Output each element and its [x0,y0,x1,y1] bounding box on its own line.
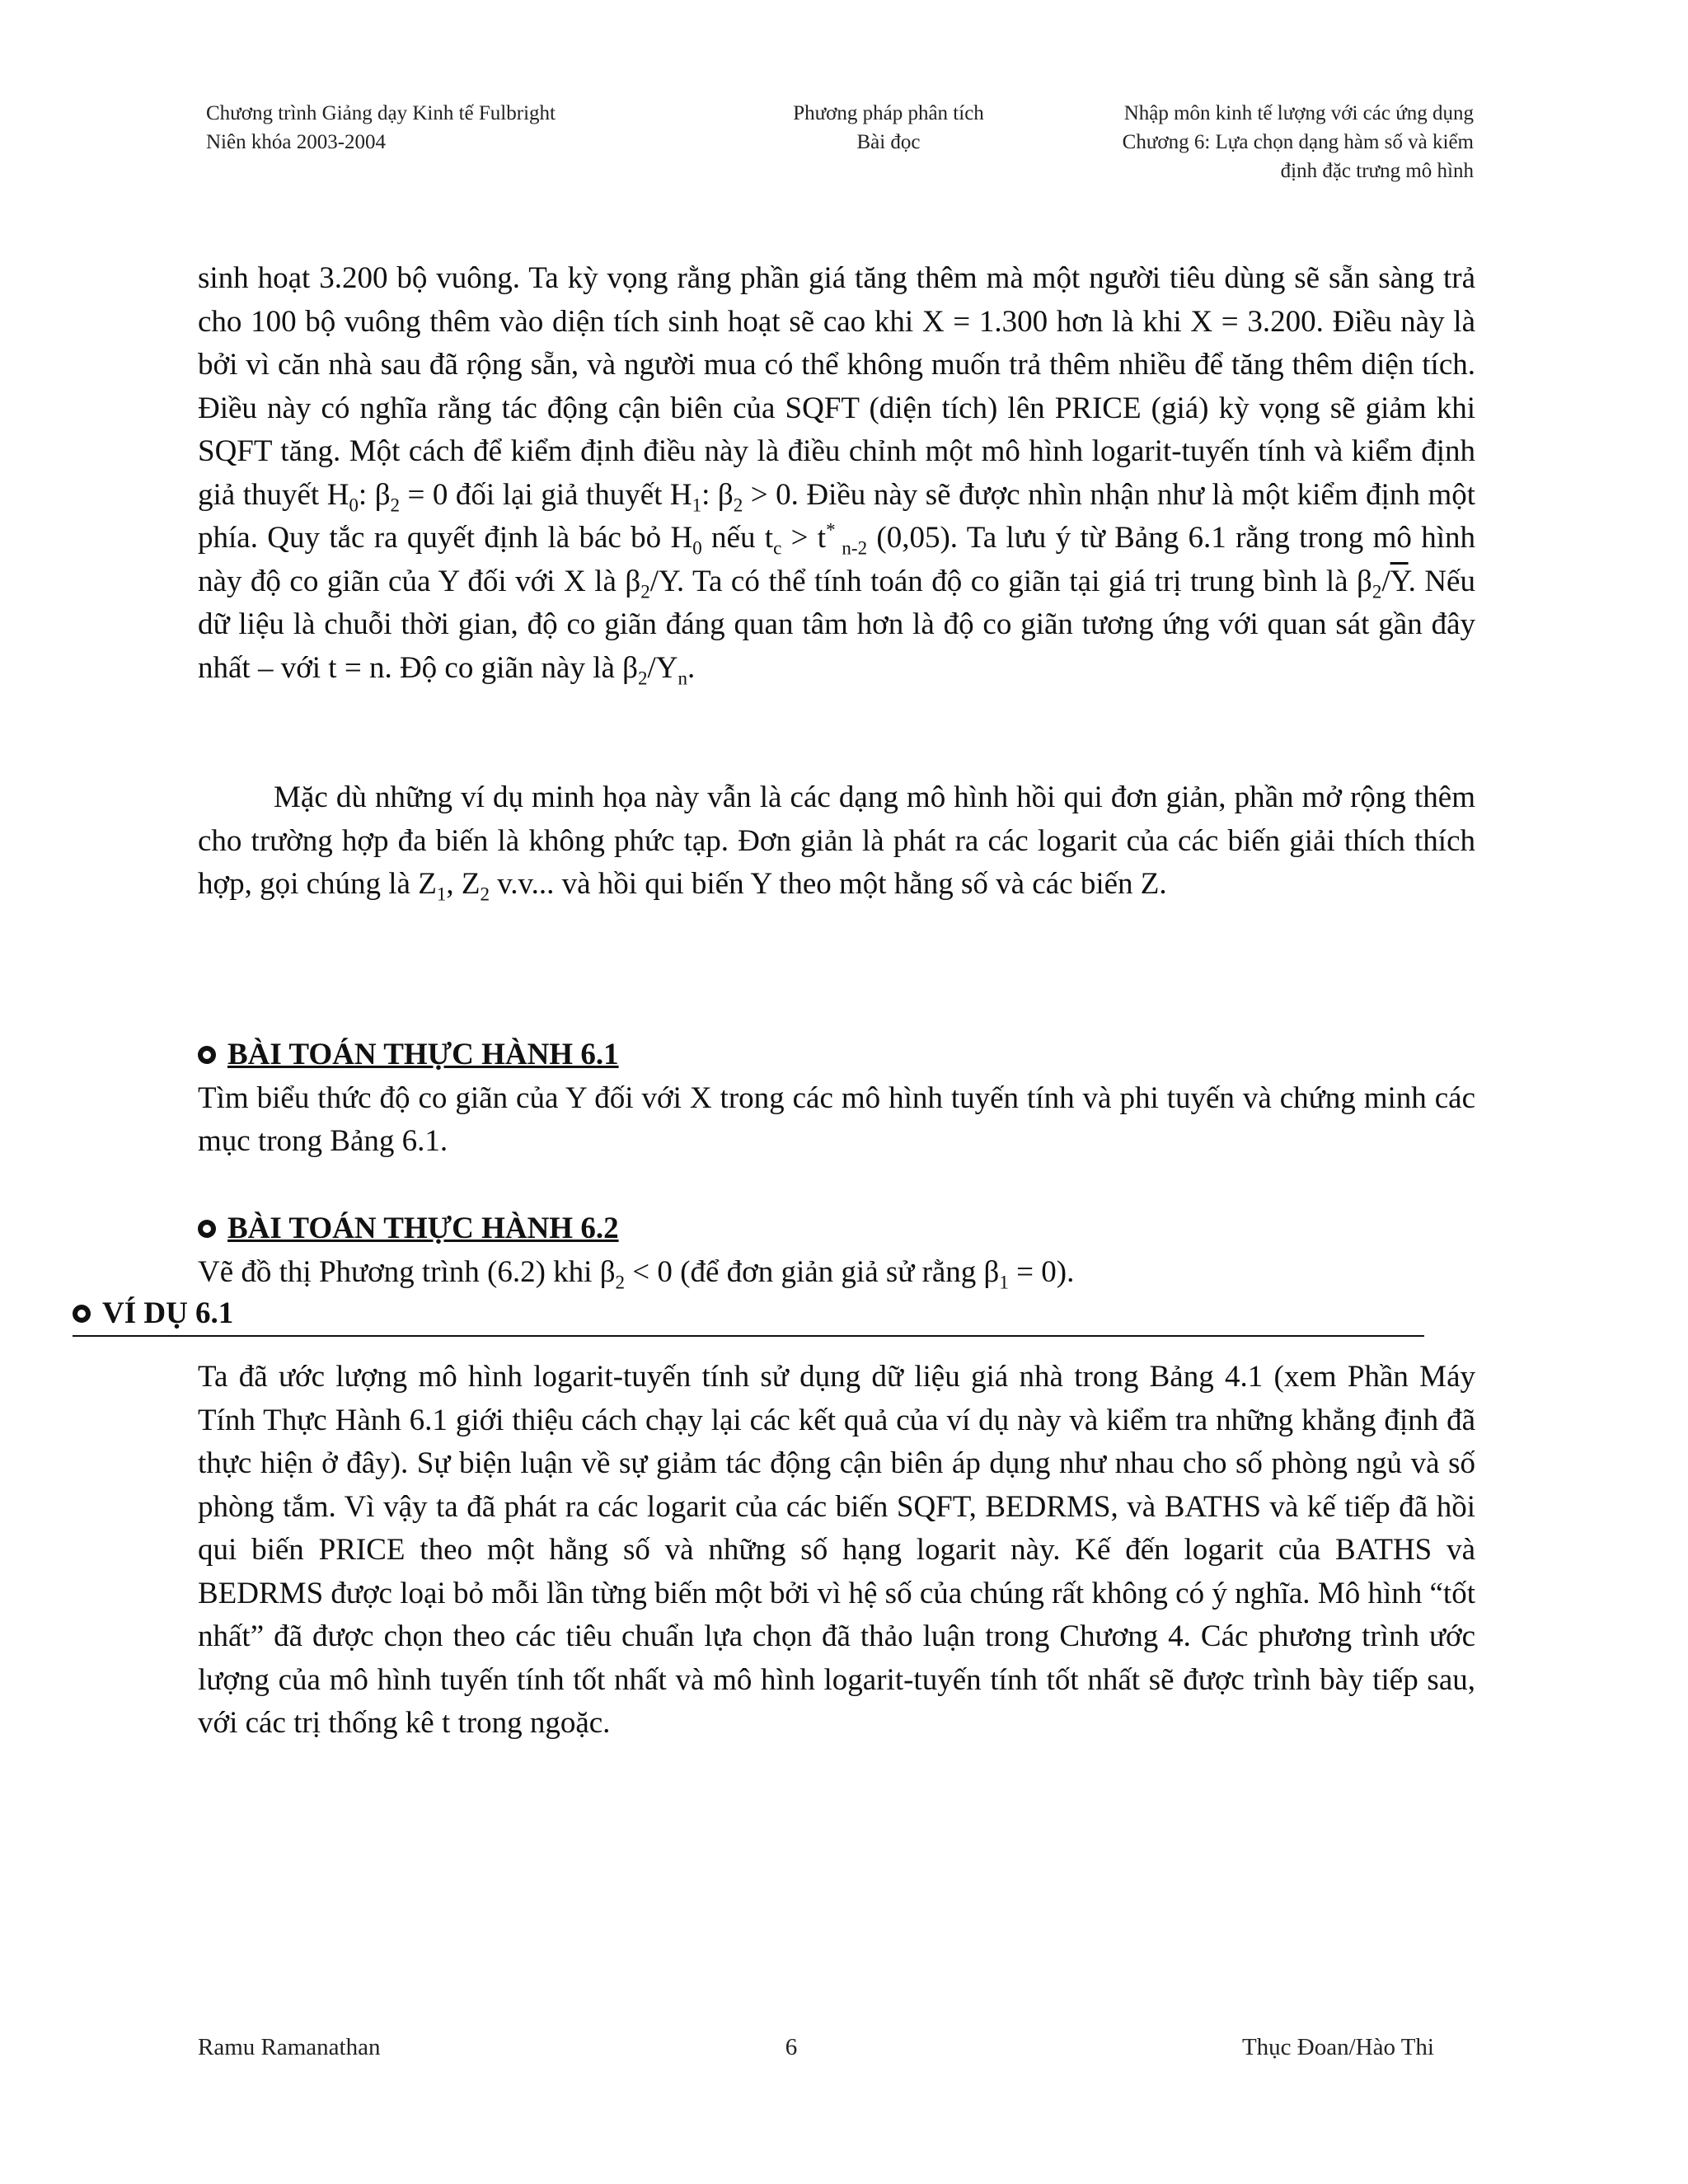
circle-bullet-icon [73,1305,91,1323]
exercise-text: Vẽ đồ thị Phương trình (6.2) khi $\beta_2 < 0$ (để đơn giản giả sử rằng $\beta_1 = 0$). [198,1254,1075,1292]
circle-bullet-icon [198,1220,216,1238]
example-heading: VÍ DỤ 6.1 [73,1292,1424,1337]
header-center [732,99,1045,157]
header-course: Phương pháp phân tích [793,102,984,124]
footer-author: Ramu Ramanathan [198,2034,381,2060]
header-chapter-line2: định đặc trưng mô hình [1280,160,1474,182]
header-chapter-line1: Chương 6: Lựa chọn dạng hàm số và kiểm [1122,131,1474,153]
header-right [1123,99,1474,185]
example-paragraph: Ta đã ước lượng mô hình logarit-tuyến tính sử dụng dữ liệu giá nhà trong Bảng 4.1 (xem Phần Máy Tính Thực Hành 6.1 giới thiệu cách chạy lại các kết quả của ví dụ này và kiểm tra những khẳng định đã thực hiện ở đây). Sự biện luận về sự giảm tác động cận biên áp dụng như nhau cho số phòng ngủ và số phòng tắm. Vì vậy ta đã phát ra các logarit của các biến SQFT, BEDRMS, và BATHS và kế tiếp đã hồi qui biến PRICE theo một hằng số và những số hạng logarit này. Kế đến logarit của BATHS và BEDRMS được loại bỏ mỗi lần từng biến một bởi vì hệ số của chúng rất không có ý nghĩa. Mô hình “tốt nhất” đã được chọn theo các tiêu chuẩn lựa chọn đã thảo luận trong Chương 4. Các phương trình ước lượng của mô hình tuyến tính tốt nhất và mô hình logarit-tuyến tính tốt nhất sẽ được trình bày tiếp sau, với các trị thống kê t trong ngoặc. [198,1360,1475,1740]
header-book-title: Nhập môn kinh tế lượng với các ứng dụng [1123,102,1474,124]
exercise-text: Tìm biểu thức độ co giãn của Y đối với X trong các mô hình tuyến tính và phi tuyến và chứng minh các mục trong Bảng 6.1. [198,1080,1475,1158]
header-program: Chương trình Giảng dạy Kinh tế Fulbright [206,102,556,124]
exercise-heading: BÀI TOÁN THỰC HÀNH 6.2 [198,1207,1475,1251]
body-paragraph-1: sinh hoạt 3.200 bộ vuông. Ta kỳ vọng rằng phần giá tăng thêm mà một người tiêu dùng sẽ sẵn sàng trả cho 100 bộ vuông thêm vào diện tích sinh hoạt sẽ cao khi X = 1.300 hơn là khi X = 3.200. Điều này là bởi vì căn nhà sau đã rộng sẵn, và người mua có thể không muốn trả thêm nhiều để tăng thêm diện tích. Điều này có nghĩa rằng tác động cận biên của SQFT (diện tích) lên PRICE (giá) kỳ vọng sẽ giảm khi SQFT tăng. Một cách để kiểm định điều này là điều chỉnh một mô hình logarit-tuyến tính và kiểm định giả thuyết $H_0$: $\beta_2 = 0$ đối lại giả thuyết $H_1$: $\beta_2 > 0$. Điều này sẽ được nhìn nhận như là một kiểm định một phía. Quy tắc ra quyết định là bác bỏ $H_0$ nếu $t_c > t^*$ $_{n-2}$ (0,05). Ta lưu ý từ Bảng 6.1 rằng trong mô hình này độ co giãn của Y đối với X là $\beta_2/Y$. Ta có thể tính toán độ co giãn tại giá trị trung bình là $\beta_2/\overline{Y}$. Nếu dữ liệu là chuỗi thời gian, độ co giãn đáng quan tâm hơn là độ co giãn tương ứng với quan sát gần đây nhất – với t = n. Độ co giãn này là $\beta_2/Y_n$. [198,261,1476,688]
page-number: 6 [785,2034,798,2060]
circle-bullet-icon [198,1046,216,1064]
header-left [206,99,556,157]
exercise-6-2 [198,1207,1475,1294]
y-bar: $\overline{Y}$ [1390,564,1409,598]
footer-translators: Thục Đoan/Hào Thi [1241,2034,1434,2060]
header-year: Niên khóa 2003-2004 [206,131,387,153]
exercise-6-1 [198,1033,1475,1164]
body-paragraph-2: Mặc dù những ví dụ minh họa này vẫn là các dạng mô hình hồi qui đơn giản, phần mở rộng thêm cho trường hợp đa biến là không phức tạp. Đơn giản là phát ra các logarit của các biến giải thích thích hợp, gọi chúng là $Z_1$, $Z_2$ v.v... và hồi qui biến Y theo một hằng số và các biến Z. [198,780,1475,905]
exercise-heading: BÀI TOÁN THỰC HÀNH 6.1 [198,1033,1475,1077]
header-doc-type: Bài đọc [856,131,921,153]
